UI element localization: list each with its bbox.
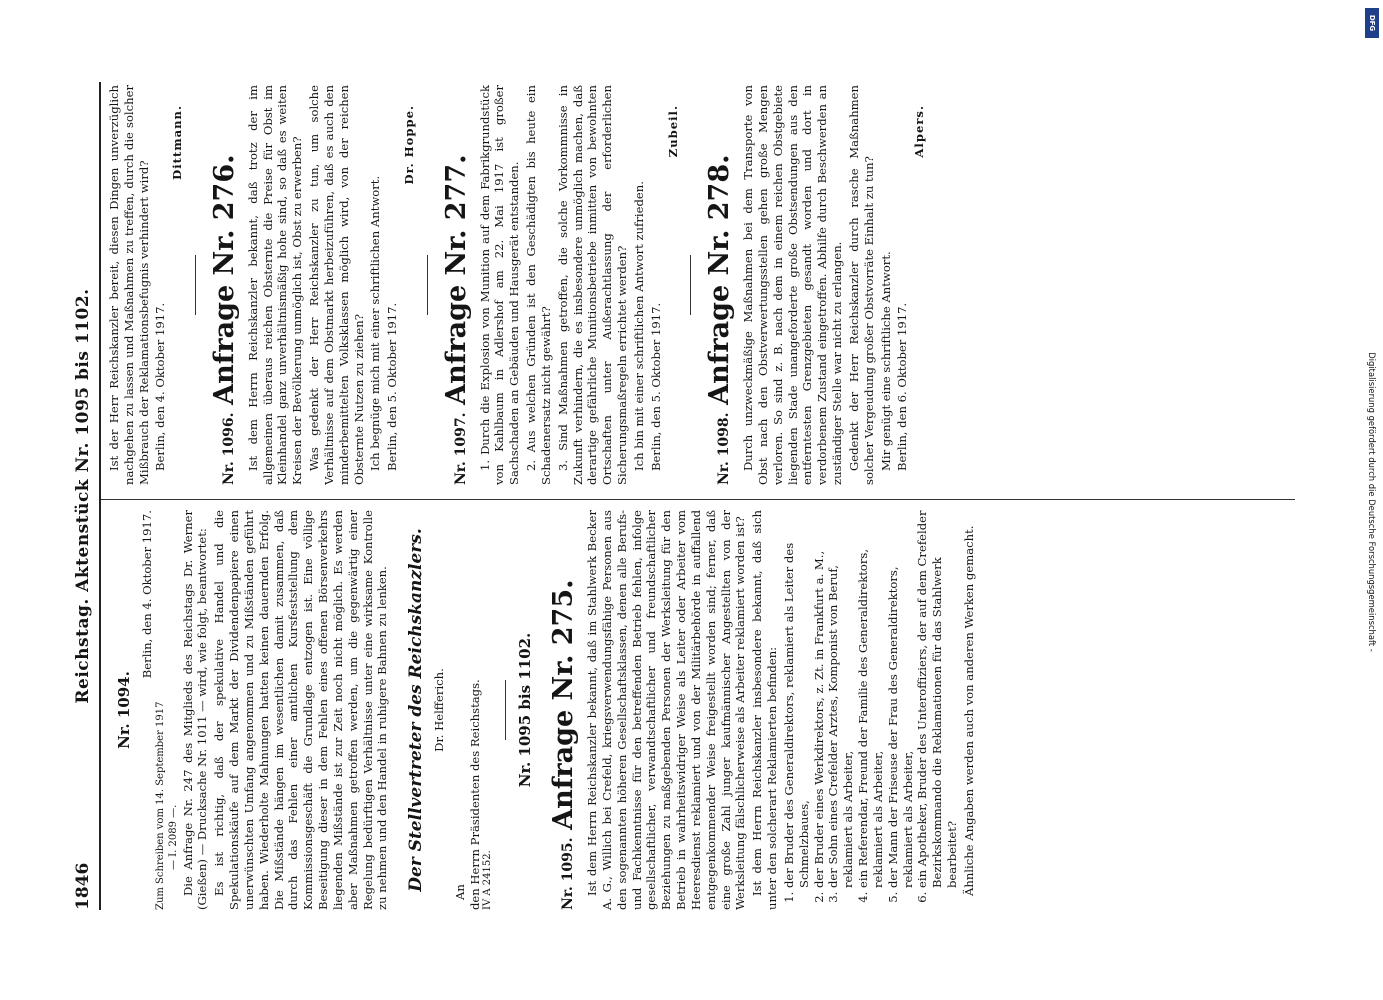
list-item: 5. der Mann der Friseuse der Frau des Generaldirektors, reklamiert als Arbeiter, [885, 510, 915, 888]
intro-paragraph: Die Anfrage Nr. 247 des Mitglieds des Reichstags Dr. Werner (Gießen) — Drucksache Nr. 1011 — wird, wie folgt, beantwortet: [180, 510, 209, 910]
anfrage-277-item-1: 1. Durch die Explosion von Munition auf dem Fabrikgrundstück von Kahlbaum in Adlershof am 22. Mai 1917 ist großer Sachschaden an Gebäuden und Hausgerät entstanden. [477, 85, 521, 485]
address-an: An [452, 884, 467, 900]
date-276: Berlin, den 5. Oktober 1917. [384, 302, 399, 471]
signature-277: Zubeil. [665, 105, 680, 158]
anfrage-278-question: Gedenkt der Herr Reichskanzler durch rasche Maßnahmen solcher Vergeudung großer Obstvorräte Einhalt zu tun? [846, 85, 876, 485]
anfrage-277-request: Ich bin mit einer schriftlichen Antwort zufrieden. [631, 181, 646, 471]
anfrage-277-heading [441, 85, 471, 485]
anfrage-275-question: Ist dem Herrn Reichskanzler insbesondere bekannt, daß sich unter den solcherart Reklamierten befinden: [749, 510, 779, 910]
range-heading: Nr. 1095 bis 1102. [515, 632, 534, 788]
right-column [107, 85, 927, 485]
date-278: Berlin, den 6. Oktober 1917. [894, 302, 909, 471]
column-divider [101, 499, 1295, 500]
doc-1094-date: Berlin, den 4. Oktober 1917. [139, 510, 154, 679]
date-275: Berlin, den 4. Oktober 1917. [152, 302, 167, 471]
anfrage-278-body: Durch unzweckmäßige Maßnahmen bei dem Transporte von Obst nach den Obstverwertungsstellen gehen große Mengen verloren. So sind z. B. nach dem in einem reichen Obstgebiete liegenden Stade unangeforderte große Obstsendungen aus den entferntesten Grenzgebieten gesandt worden und dort in verdorbenem Zustand eingetroffen. Abhilfe durch Beschwerden an zuständiger Stelle war nicht zu erlangen. [740, 85, 844, 485]
anfrage-275-title: Anfrage Nr. 275. [547, 579, 579, 830]
answer-paragraph: Es ist richtig, daß der spekulative Handel und die Spekulationskäufe auf dem Markt der Dividendenpapiere einen unerwünschten Umfang angenommen und zu Mißständen geführt haben. Wiederholte Mahnungen hatten keinen dauernden Erfolg. Die Mißstände hängen im wesentlichen damit zusammen, daß durch das Fehlen einer amtlichen Kursfeststellung dem Kommissionsgeschäft die Grundlage entzogen ist. Eine völlige Beseitigung dieser in dem Fehlen eines offenen Börsenverkehrs liegenden Mißstände ist zur Zeit noch nicht möglich. Es werden aber Maßnahmen getroffen werden, um die gegenwärtig einer Regelung bedürftigen Verhältnisse unter eine wirksame Kontrolle zu nehmen und den Handel in ruhigere Bahnen zu lenken. [211, 510, 389, 910]
anfrage-275-number: Nr. 1095. [559, 837, 576, 910]
section-rule [426, 255, 427, 315]
deputy-name: Dr. Helfferich. [431, 668, 446, 752]
anfrage-275-list [781, 510, 959, 910]
signature-276: Dr. Hoppe. [401, 105, 416, 185]
continuation-paragraph: Ist der Herr Reichskanzler bereit, diesen Dingen unverzüglich nachgehen zu lassen und Maßnahmen zu treffen, durch die solcher Mißbrauch der Reklamationsbefugnis verhindert wird? [106, 85, 151, 485]
deputy-title: Der Stellvertreter des Reichskanzlers. [405, 528, 426, 892]
page-header [73, 82, 101, 910]
anfrage-278-number: Nr. 1098. [715, 412, 732, 485]
address-to: den Herrn Präsidenten des Reichstags. [467, 679, 482, 910]
anfrage-275-heading [549, 510, 579, 910]
section-rule [505, 680, 506, 740]
anfrage-277-title: Anfrage Nr. 277. [440, 154, 472, 405]
anfrage-278-heading [705, 85, 735, 485]
anfrage-277-number: Nr. 1097. [452, 412, 469, 485]
dfg-logo: DFG [1365, 8, 1379, 38]
digitization-note [1365, 12, 1379, 992]
signature-275: Dittmann. [169, 105, 184, 180]
anfrage-277-item-2: 2. Aus welchen Gründen ist den Geschädigten bis heute ein Schadenersatz nicht gewährt? [523, 85, 553, 485]
section-rule [195, 255, 196, 315]
page-title: Reichstag. Aktenstück Nr. 1095 bis 1102. [72, 288, 93, 704]
list-item: 6. ein Apotheker, Bruder des Unteroffiziers, der auf dem Crefelder Bezirkskommando die Reklamationen für das Stahlwerk bearbeitet? [915, 510, 959, 888]
date-277: Berlin, den 5. Oktober 1917. [648, 302, 663, 471]
anfrage-275-end: Ähnliche Angaben werden auch von anderen Werken gemacht. [961, 525, 976, 896]
anfrage-275-body: Ist dem Herrn Reichskanzler bekannt, daß im Stahlwerk Becker A. G., Willich bei Crefeld, kriegsverwendungsfähige Personen aus den sogenannten höheren Gesellschaftsklassen, denen alle Berufs- und Fachkenntnisse für den betreffenden Betrieb fehlen, infolge gesellschaftlicher, verwandtschaftlicher und freundschaftlicher Beziehungen zu maßgebenden Personen der Werksleitung für den Betrieb in wahrheitswidriger Weise als Leiter oder Arbeiter vom Heeresdienst reklamiert und von der Militärbehörde in auffallend entgegenkommender Weise freigestellt worden sind; ferner, daß eine große Zahl junger kaufmännischer Angestellten von der Werksleitung fälschlicherweise als Arbeiter reklamiert worden ist? [584, 510, 747, 910]
page-number: 1846 [72, 862, 93, 910]
section-rule [690, 255, 691, 315]
anfrage-277-item-3: 3. Sind Maßnahmen getroffen, die solche Vorkommnisse in Zukunft verhindern, die es insbesondere unmöglich machen, daß derartige gefährliche Munitionsbetriebe inmitten von bewohnten Ortschaften unter Außerachtlassung der erforderlichen Sicherungsmaßregeln errichtet werden? [555, 85, 629, 485]
doc-1094-title: Nr. 1094. [114, 671, 133, 749]
anfrage-276-request: Ich begnüge mich mit einer schriftlichen Antwort. [367, 175, 382, 471]
anfrage-276-body: Ist dem Herrn Reichskanzler bekannt, daß trotz der im allgemeinen überaus reichen Obsternte die Preise für Obst im Kleinhandel ganz unverhältnismäßig hohe sind, so daß es weiten Kreisen der Bevölkerung unmöglich ist, Obst zu erwerben? [245, 85, 304, 485]
list-item: 3. der Sohn eines Crefelder Arztes, Komponist von Beruf, reklamiert als Arbeiter, [826, 510, 856, 888]
digitization-note-text: Digitalisierung gefördert durch die Deutsche Forschungsgemeinschaft - [1367, 352, 1377, 652]
scanned-page [57, 60, 1327, 940]
anfrage-278-request: Mir genügt eine schriftliche Antwort. [878, 251, 893, 471]
list-item: 4. ein Referendar, Freund der Familie des Generaldirektors, reklamiert als Arbeiter, [856, 510, 886, 888]
anfrage-278-title: Anfrage Nr. 278. [703, 154, 735, 405]
anfrage-276-number: Nr. 1096. [220, 412, 237, 485]
anfrage-276-title: Anfrage Nr. 276. [208, 154, 240, 405]
ref-line-2: — I. 2089 —. [167, 804, 179, 870]
ref-line-1: Zum Schreiben vom 14. September 1917 [154, 701, 166, 910]
list-item: 1. der Bruder des Generaldirektors, reklamiert als Leiter des Schmelzbaues, [781, 510, 811, 888]
anfrage-276-question: Was gedenkt der Herr Reichskanzler zu tun, um solche Verhältnisse auf dem Obstmarkt herbeizuführen, daß es auch den minderbemittelten Volksklassen möglich wird, von der reichen Obsternte Nutzen zu ziehen? [306, 85, 366, 485]
anfrage-276-heading [210, 85, 240, 485]
ref-code: IV A 24152. [481, 850, 493, 910]
list-item: 2. der Bruder eines Werkdirektors, z. Zt. in Frankfurt a. M., [811, 510, 826, 888]
left-column [107, 510, 979, 910]
signature-278: Alpers. [911, 105, 926, 158]
